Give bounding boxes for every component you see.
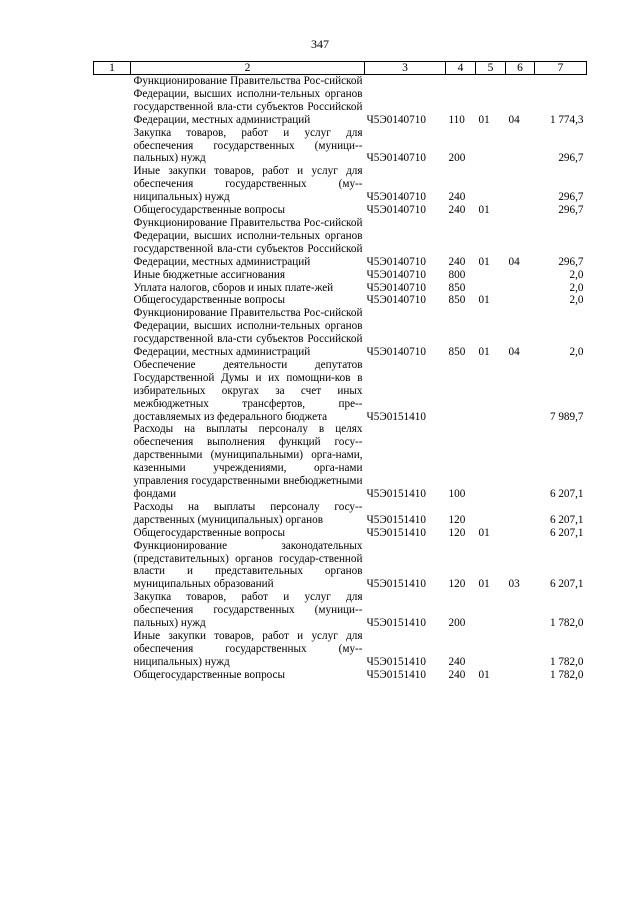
table-row xyxy=(94,591,587,630)
amount-cell: 296,7 xyxy=(558,191,584,204)
section-cell: 01 xyxy=(478,294,490,307)
section-cell: 01 xyxy=(478,113,490,126)
amount-cell: 6 207,1 xyxy=(549,578,584,591)
table-row xyxy=(94,127,587,166)
table-row xyxy=(94,217,587,269)
table-row xyxy=(94,527,587,540)
amount-cell: 1 782,0 xyxy=(549,617,584,630)
subsection-cell xyxy=(506,294,535,307)
expense-name-cell: Обеспечение деятельности депутатов Государственной Думы и их помощни-ков в избирательных округах за счет иных межбюджетных трансфертов, пре-доставляемых из федерального бюджета xyxy=(133,358,363,423)
expense-type-cell: 800 xyxy=(448,268,466,281)
table-row xyxy=(94,501,587,527)
subsection-cell: 03 xyxy=(508,578,520,591)
table-row xyxy=(94,359,587,424)
expense-type-cell: 850 xyxy=(448,294,466,307)
section-cell: 01 xyxy=(478,204,490,217)
amount-cell: 1 774,3 xyxy=(549,113,584,126)
expense-name-cell: Закупка товаров, работ и услуг для обеспечения государственных (муници-пальных) нужд xyxy=(133,126,363,165)
expense-name-cell: Функционирование Правительства Рос-сийской Федерации, высших исполни-тельных органов государственной вла-сти субъектов Российской Федерации, местных администраций xyxy=(133,216,363,268)
target-article-code-cell: Ч5Э0140710 xyxy=(366,281,426,294)
target-article-code-cell: Ч5Э0140710 xyxy=(366,191,426,204)
budget-table xyxy=(93,61,587,682)
header-cell-4: 4 xyxy=(446,62,476,75)
table-row xyxy=(94,204,587,217)
section-cell xyxy=(476,127,506,166)
row-index-cell xyxy=(94,669,131,682)
subsection-cell xyxy=(506,591,535,630)
table-row xyxy=(94,75,587,127)
expense-type-cell: 100 xyxy=(448,488,466,500)
row-index-cell xyxy=(94,165,131,204)
header-cell-3: 3 xyxy=(365,62,446,75)
subsection-cell xyxy=(506,501,535,527)
header-cell-1: 1 xyxy=(94,62,131,75)
expense-name-cell: Общегосударственные вопросы xyxy=(133,668,286,681)
target-article-code-cell: Ч5Э0151410 xyxy=(366,488,426,500)
target-article-code-cell: Ч5Э0151410 xyxy=(366,655,426,668)
amount-cell: 6 207,1 xyxy=(549,488,584,500)
target-article-code-cell: Ч5Э0140710 xyxy=(366,268,426,281)
subsection-cell xyxy=(506,527,535,540)
table-header xyxy=(94,62,587,75)
target-article-code-cell: Ч5Э0140710 xyxy=(366,152,426,165)
row-index-cell xyxy=(94,527,131,540)
table-row xyxy=(94,307,587,359)
expense-name-cell: Общегосударственные вопросы xyxy=(133,204,286,217)
section-cell xyxy=(476,423,506,500)
amount-cell: 6 207,1 xyxy=(549,526,584,539)
row-index-cell xyxy=(94,501,131,527)
subsection-cell: 04 xyxy=(508,346,520,359)
subsection-cell: 04 xyxy=(508,255,520,268)
expense-name-cell: Иные закупки товаров, работ и услуг для обеспечения государственных (му-ниципальных) нужд xyxy=(133,629,363,668)
subsection-cell xyxy=(506,204,535,217)
expense-type-cell: 120 xyxy=(448,578,466,591)
amount-cell: 1 782,0 xyxy=(549,668,584,681)
amount-cell: 296,7 xyxy=(558,204,584,217)
expense-name-cell: Общегосударственные вопросы xyxy=(133,294,286,307)
expense-name-cell: Расходы на выплаты персоналу в целях обеспечения выполнения функций госу-дарственными (муниципальными) орга-нами, казенными учреждениями, орга-нами управления государственными внебюджетными фондами xyxy=(133,423,363,500)
amount-cell: 296,7 xyxy=(558,152,584,165)
expense-type-cell: 850 xyxy=(448,346,466,359)
section-cell xyxy=(476,501,506,527)
section-cell: 01 xyxy=(478,255,490,268)
section-cell xyxy=(476,630,506,669)
row-index-cell xyxy=(94,269,131,282)
amount-cell: 2,0 xyxy=(569,346,584,359)
subsection-cell xyxy=(506,423,535,500)
row-index-cell xyxy=(94,282,131,295)
header-cell-5: 5 xyxy=(476,62,506,75)
amount-cell: 7 989,7 xyxy=(549,410,584,423)
expense-name-cell: Функционирование Правительства Рос-сийской Федерации, высших исполни-тельных органов государственной вла-сти субъектов Российской Федерации, местных администраций xyxy=(133,75,363,126)
page-number: 347 xyxy=(311,37,329,51)
amount-cell: 2,0 xyxy=(569,268,584,281)
header-row xyxy=(94,62,587,75)
header-cell-6: 6 xyxy=(506,62,535,75)
subsection-cell xyxy=(506,127,535,166)
expense-type-cell: 200 xyxy=(448,152,466,165)
row-index-cell xyxy=(94,307,131,359)
row-index-cell xyxy=(94,591,131,630)
section-cell xyxy=(476,359,506,424)
row-index-cell xyxy=(94,75,131,127)
subsection-cell xyxy=(506,165,535,204)
header-cell-7: 7 xyxy=(535,62,587,75)
amount-cell: 2,0 xyxy=(569,281,584,294)
header-cell-2: 2 xyxy=(131,62,365,75)
expense-type-cell xyxy=(446,359,476,424)
table-row xyxy=(94,423,587,500)
target-article-code-cell: Ч5Э0140710 xyxy=(366,346,426,359)
amount-cell: 296,7 xyxy=(558,255,584,268)
amount-cell: 2,0 xyxy=(569,294,584,307)
target-article-code-cell: Ч5Э0140710 xyxy=(366,113,426,126)
row-index-cell xyxy=(94,423,131,500)
target-article-code-cell: Ч5Э0151410 xyxy=(366,410,426,423)
table-body xyxy=(94,75,587,682)
amount-cell: 1 782,0 xyxy=(549,655,584,668)
target-article-code-cell: Ч5Э0140710 xyxy=(366,294,426,307)
subsection-cell xyxy=(506,630,535,669)
section-cell xyxy=(476,282,506,295)
expense-type-cell: 120 xyxy=(448,513,466,526)
row-index-cell xyxy=(94,127,131,166)
table-row xyxy=(94,540,587,592)
table-row xyxy=(94,630,587,669)
target-article-code-cell: Ч5Э0151410 xyxy=(366,513,426,526)
row-index-cell xyxy=(94,540,131,592)
table-row xyxy=(94,269,587,282)
target-article-code-cell: Ч5Э0140710 xyxy=(366,255,426,268)
expense-name-cell: Функционирование Правительства Рос-сийской Федерации, высших исполни-тельных органов государственной вла-сти субъектов Российской Федерации, местных администраций xyxy=(133,307,363,359)
expense-name-cell: Уплата налогов, сборов и иных плате-жей xyxy=(133,281,334,294)
target-article-code-cell: Ч5Э0151410 xyxy=(366,526,426,539)
expense-type-cell: 240 xyxy=(448,255,466,268)
expense-type-cell: 110 xyxy=(448,113,465,126)
subsection-cell xyxy=(506,669,535,682)
row-index-cell xyxy=(94,204,131,217)
table-row xyxy=(94,669,587,682)
subsection-cell xyxy=(506,282,535,295)
row-index-cell xyxy=(94,217,131,269)
target-article-code-cell: Ч5Э0151410 xyxy=(366,617,426,630)
target-article-code-cell: Ч5Э0151410 xyxy=(366,578,426,591)
subsection-cell xyxy=(506,269,535,282)
expense-name-cell: Функционирование законодательных (представительных) органов государ-ственной власти и представительных органов муниципальных образований xyxy=(133,539,363,591)
table-row xyxy=(94,294,587,307)
section-cell: 01 xyxy=(478,526,490,539)
subsection-cell: 04 xyxy=(508,113,520,126)
subsection-cell xyxy=(506,359,535,424)
expense-name-cell: Иные бюджетные ассигнования xyxy=(133,268,285,281)
expense-name-cell: Закупка товаров, работ и услуг для обеспечения государственных (муници-пальных) нужд xyxy=(133,591,363,630)
expense-type-cell: 240 xyxy=(448,204,466,217)
target-article-code-cell: Ч5Э0140710 xyxy=(366,204,426,217)
table-row xyxy=(94,282,587,295)
expense-name-cell: Общегосударственные вопросы xyxy=(133,526,286,539)
table-row xyxy=(94,165,587,204)
expense-name-cell: Иные закупки товаров, работ и услуг для обеспечения государственных (му-ниципальных) нужд xyxy=(133,165,363,204)
section-cell: 01 xyxy=(478,346,490,359)
expense-name-cell: Расходы на выплаты персоналу госу-дарственных (муниципальных) органов xyxy=(133,500,363,526)
section-cell xyxy=(476,591,506,630)
row-index-cell xyxy=(94,294,131,307)
expense-type-cell: 240 xyxy=(448,668,466,681)
expense-type-cell: 240 xyxy=(448,655,466,668)
section-cell: 01 xyxy=(478,578,490,591)
amount-cell: 6 207,1 xyxy=(549,513,584,526)
section-cell: 01 xyxy=(478,668,490,681)
expense-type-cell: 200 xyxy=(448,617,466,630)
expense-type-cell: 120 xyxy=(448,526,466,539)
row-index-cell xyxy=(94,359,131,424)
section-cell xyxy=(476,165,506,204)
section-cell xyxy=(476,269,506,282)
row-index-cell xyxy=(94,630,131,669)
expense-type-cell: 240 xyxy=(448,191,466,204)
expense-type-cell: 850 xyxy=(448,281,466,294)
target-article-code-cell: Ч5Э0151410 xyxy=(366,668,426,681)
